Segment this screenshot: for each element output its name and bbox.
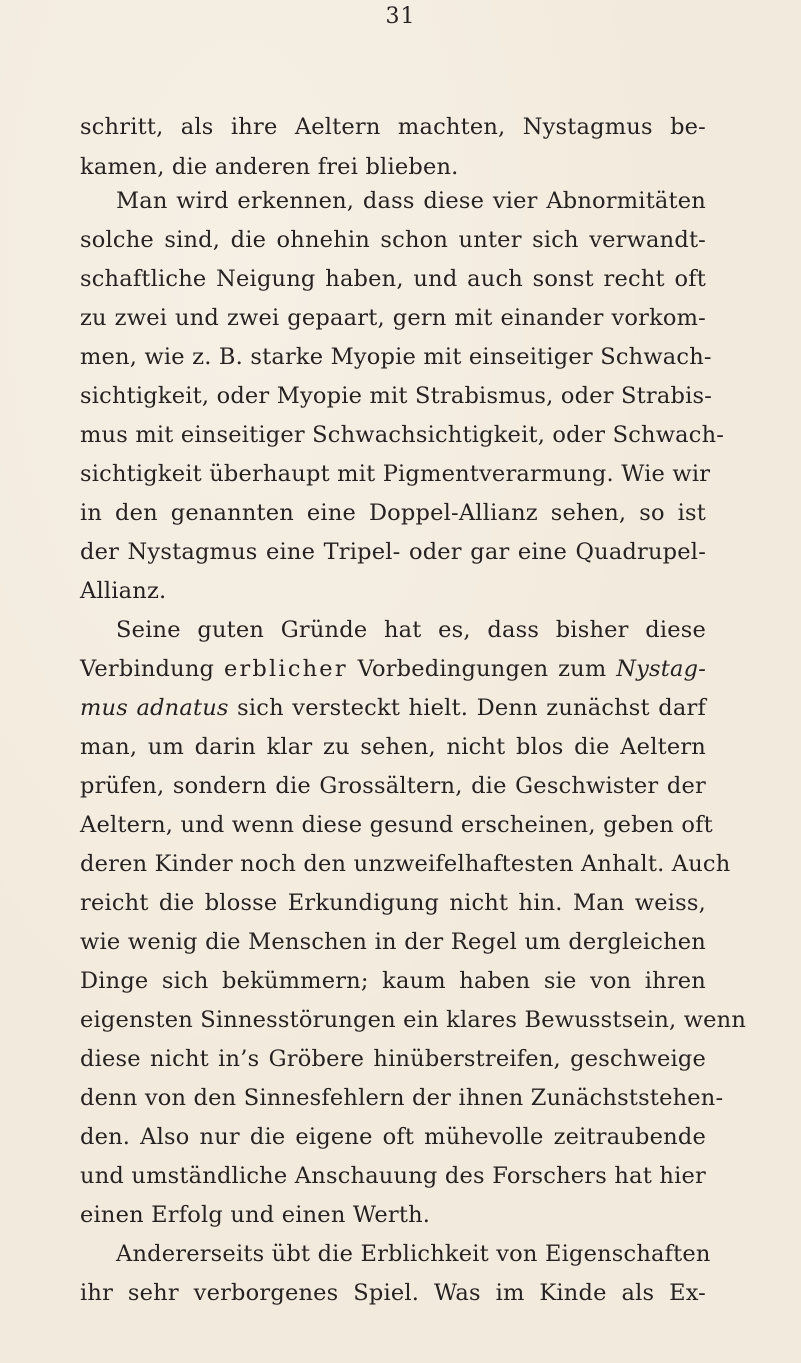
text-line: wie wenig die Menschen in der Regel um dergleichen xyxy=(80,929,706,955)
text-line: men, wie z. B. starke Myopie mit einseitiger Schwach- xyxy=(80,344,712,370)
text-line: zu zwei und zwei gepaart, gern mit einander vorkom- xyxy=(80,305,706,331)
italic-text: Nystag- xyxy=(616,656,706,682)
text-line: kamen, die anderen frei blieben. xyxy=(80,154,459,180)
text-line: Man wird erkennen, dass diese vier Abnormitäten xyxy=(116,188,706,214)
text-run: sich versteckt hielt. Denn zunächst darf xyxy=(228,695,706,721)
text-line xyxy=(80,697,706,720)
text-line: schritt, als ihre Aeltern machten, Nystagmus be- xyxy=(80,114,706,140)
text-line: reicht die blosse Erkundigung nicht hin. Man weiss, xyxy=(80,890,706,916)
text-line: diese nicht in’s Gröbere hinüberstreifen, geschweige xyxy=(80,1046,706,1072)
text-line: sichtigkeit überhaupt mit Pigmentverarmung. Wie wir xyxy=(80,461,711,487)
text-line: Aeltern, und wenn diese gesund erscheinen, geben oft xyxy=(80,812,713,838)
text-line: schaftliche Neigung haben, und auch sonst recht oft xyxy=(80,266,706,292)
text-line: der Nystagmus eine Tripel- oder gar eine Quadrupel- xyxy=(80,539,706,565)
text-line: Allianz. xyxy=(80,578,167,604)
text-line: sichtigkeit, oder Myopie mit Strabismus, oder Strabis- xyxy=(80,383,713,409)
text-line: denn von den Sinnesfehlern der ihnen Zunächststehen- xyxy=(80,1085,724,1111)
text-run: Verbindung xyxy=(80,656,224,682)
page-number: 31 xyxy=(385,4,416,29)
text-line: und umständliche Anschauung des Forschers hat hier xyxy=(80,1163,706,1189)
text-line: eigensten Sinnesstörungen ein klares Bewusstsein, wenn xyxy=(80,1007,747,1033)
text-line: Seine guten Gründe hat es, dass bisher diese xyxy=(116,617,706,643)
text-line: Dinge sich bekümmern; kaum haben sie von ihren xyxy=(80,968,706,994)
text-line xyxy=(80,658,706,681)
text-line: solche sind, die ohnehin schon unter sich verwandt- xyxy=(80,227,706,253)
text-line: Andererseits übt die Erblichkeit von Eigenschaften xyxy=(116,1241,711,1267)
text-line: prüfen, sondern die Grossältern, die Geschwister der xyxy=(80,773,706,799)
text-line: in den genannten eine Doppel-Allianz sehen, so ist xyxy=(80,500,706,526)
text-line: deren Kinder noch den unzweifelhaftesten Anhalt. Auch xyxy=(80,851,731,877)
text-line: man, um darin klar zu sehen, nicht blos die Aeltern xyxy=(80,734,706,760)
italic-text: mus adnatus xyxy=(80,695,229,721)
text-run: Vorbedingungen zum xyxy=(347,656,617,682)
text-line: den. Also nur die eigene oft mühevolle zeitraubende xyxy=(80,1124,706,1150)
text-line: einen Erfolg und einen Werth. xyxy=(80,1202,431,1228)
text-line: mus mit einseitiger Schwachsichtigkeit, oder Schwach- xyxy=(80,422,725,448)
text-line: ihr sehr verborgenes Spiel. Was im Kinde als Ex- xyxy=(80,1280,706,1306)
emphasized-text: erblicher xyxy=(223,656,348,682)
